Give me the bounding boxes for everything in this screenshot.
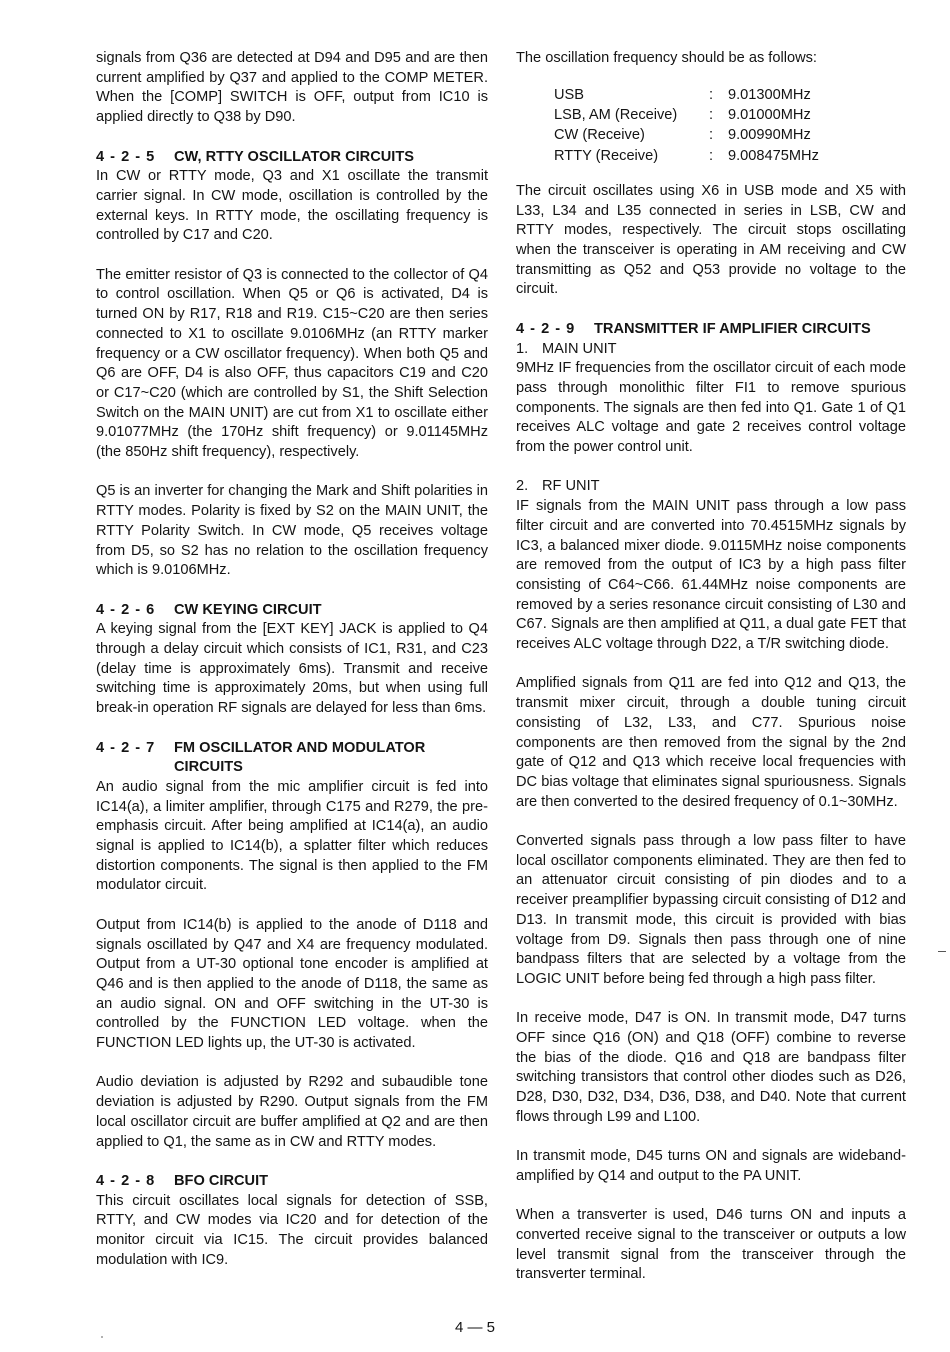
section-title bbox=[174, 739, 488, 778]
colon-cell: : bbox=[709, 86, 714, 103]
frequency-row bbox=[554, 125, 819, 145]
section-heading-4-2-5 bbox=[96, 148, 488, 168]
right-column bbox=[516, 49, 906, 1285]
paragraph: Converted signals pass through a low pass filter to have local oscillator components eliminated. They are then fed to an attenuator circuit consisting of pin diodes and to a receiver preamplifier bypassing circuit consisting of D12 and D13. In transmit mode, this circuit is provided with bias voltage from D9. Signals then pass through one of nine bandpass filters that are selected by a voltage from the LOGIC UNIT before being fed through a high pass filter. bbox=[516, 833, 906, 987]
paragraph: A keying signal from the [EXT KEY] JACK is applied to Q4 through a delay circuit which consists of IC1, R31, and C23 (delay time is approximately 6ms). Transmit and receive switching time is approximately 20ms, but when using full break-in operation RF signals are delayed for less than 6ms. bbox=[96, 621, 488, 717]
frequency-cell: 9.01300MHz bbox=[728, 86, 811, 103]
paragraph: 9MHz IF frequencies from the oscillator circuit of each mode pass through monolithic filter FI1 to remove spurious components. The signals are then fed into Q1. Gate 1 of Q1 receives ALC voltage and gate 2 receives control voltage from the power control unit. bbox=[516, 360, 906, 456]
paragraph: The emitter resistor of Q3 is connected to the collector of Q4 to control oscillation. When Q5 or Q6 is activated, D4 is turned ON by R17, R18 and R19. C15~C20 are then series connected to X1 to oscillate 9.0106MHz (an RTTY marker frequency or a CW oscillator frequency). When both Q5 and Q6 are OFF, D4 is also OFF, thus capacitors C19 and C20 or C17~C20 (which are controlled by S1, the Shift Selection Switch on the MAIN UNIT) are cut from X1 to oscillate either 9.01077MHz (the 170Hz shift frequency) or 9.01145MHz (the 850Hz shift frequency), respectively. bbox=[96, 266, 488, 461]
subsection-title: MAIN UNIT bbox=[542, 340, 617, 357]
scan-edge-mark bbox=[938, 951, 946, 952]
frequency-cell: 9.01000MHz bbox=[728, 107, 811, 123]
subsection-heading-rf-unit bbox=[516, 477, 906, 497]
page-number: 4 — 5 bbox=[454, 1319, 496, 1336]
frequency-cell: 9.00990MHz bbox=[728, 127, 811, 144]
paragraph: An audio signal from the mic amplifier circuit is fed into IC14(a), a limiter amplifier, through C175 and R279, the pre-emphasis circuit. After being amplified at IC14(a), an audio signal is applied to IC14(b), a splatter filter which reduces distortion components. The signal is then applied to the FM modulator circuit. bbox=[96, 778, 488, 894]
section-number: 4 - 2 - 7 bbox=[96, 739, 156, 756]
section-title-line: CIRCUITS bbox=[174, 759, 243, 776]
section-number: 4 - 2 - 6 bbox=[96, 601, 156, 618]
paragraph: The oscillation frequency should be as follows: bbox=[516, 50, 817, 66]
section-number: 4 - 2 - 8 bbox=[96, 1172, 156, 1189]
mode-cell: CW (Receive) bbox=[554, 127, 645, 144]
subsection-heading-main-unit bbox=[516, 340, 906, 360]
paragraph: This circuit oscillates local signals for detection of SSB, RTTY, and CW modes via IC20 and for detection of the monitor circuit via IC15. The circuit provides balanced modulation with IC9. bbox=[96, 1192, 488, 1268]
colon-cell: : bbox=[709, 127, 714, 144]
frequency-row bbox=[554, 146, 819, 166]
mode-cell: LSB, AM (Receive) bbox=[554, 107, 678, 123]
mode-cell: USB bbox=[554, 86, 585, 103]
paragraph: When a transverter is used, D46 turns ON and inputs a converted receive signal to the transceiver or outputs a low level transmit signal from the transceiver through the transverter terminal. bbox=[516, 1207, 906, 1283]
paragraph: The circuit oscillates using X6 in USB mode and X5 with L33, L34 and L35 connected in series in LSB, CW and RTTY modes, respectively. The circuit stops oscillating when the transceiver is operating in AM receiving and CW transmitting as Q52 and Q53 provide no voltage to the circuit. bbox=[516, 182, 906, 298]
paragraph: In transmit mode, D45 turns ON and signals are wideband-amplified by Q14 and output to the PA UNIT. bbox=[516, 1148, 906, 1184]
mode-cell: RTTY (Receive) bbox=[554, 147, 659, 164]
paragraph: In CW or RTTY mode, Q3 and X1 oscillate the transmit carrier signal. In CW mode, oscillation is controlled by the external keys. In RTTY mode, the oscillating frequency is controlled by C17 and C20. bbox=[96, 168, 488, 244]
subsection-number: 2. bbox=[516, 478, 529, 495]
colon-cell: : bbox=[709, 147, 714, 164]
frequency-cell: 9.008475MHz bbox=[728, 147, 819, 164]
paragraph: Amplified signals from Q11 are fed into Q12 and Q13, the transmit mixer circuit, through a double tuning circuit consisting of L32, L33, and C77. Spurious noise components are then removed from the signal by the 2nd gate of Q12 and Q13 which receive local frequencies with DC bias voltage that eliminates signal spuriousness. Signals are then converted to the desired frequency of 0.1~30MHz. bbox=[516, 675, 906, 810]
paragraph: Q5 is an inverter for changing the Mark and Shift polarities in RTTY modes. Polarity is fixed by S2 on the MAIN UNIT, the RTTY Polarity Switch. In CW mode, Q5 receives voltage from D5, so S2 has no relation to the oscillation frequency which is 9.0106MHz. bbox=[96, 483, 488, 579]
subsection-title: RF UNIT bbox=[542, 478, 600, 495]
paragraph: IF signals from the MAIN UNIT pass through a low pass filter circuit and are converted into 70.4515MHz signals by IC3, a balanced mixer diode. 9.0115MHz noise components are removed from the output of IC3 by a high pass filter consisting of C64~C66. 61.44MHz noise components are removed by a series resonance circuit consisting of L30 and C67. Signals are then amplified at Q11, a dual gate FET that receives ALC voltage through D22, a T/R switching diode. bbox=[516, 498, 906, 653]
section-title: CW KEYING CIRCUIT bbox=[174, 601, 322, 618]
section-title-line: FM OSCILLATOR AND MODULATOR bbox=[174, 739, 426, 756]
section-heading-4-2-7 bbox=[96, 739, 488, 778]
left-column bbox=[96, 49, 488, 1270]
section-title: BFO CIRCUIT bbox=[174, 1172, 269, 1189]
paragraph: In receive mode, D47 is ON. In transmit mode, D47 turns OFF since Q16 (ON) and Q18 (OFF) combine to reverse the bias of the diode. Q16 and Q18 are bandpass filter switching transistors that control other diodes such as D26, D28, D30, D32, D34, D36, D38, and D40. Note that current flows through L99 and L100. bbox=[516, 1010, 906, 1125]
section-number: 4 - 2 - 9 bbox=[516, 320, 576, 337]
paragraph: Output from IC14(b) is applied to the anode of D118 and signals oscillated by Q47 and X4 are frequency modulated. Output from a UT-30 optional tone encoder is amplified at Q46 and is then applied to the anode of D118, the same as an audio signal. ON and OFF switching in the UT-30 is controlled by the FUNCTION LED voltage. when the FUNCTION LED lights up, the UT-30 is activated. bbox=[96, 916, 488, 1052]
paragraph: Audio deviation is adjusted by R292 and subaudible tone deviation is adjusted by R290. Output signals from the FM local oscillator circuit are buffer amplified at Q2 and are then applied to Q1, the same as in CW and RTTY modes. bbox=[96, 1074, 488, 1150]
frequency-row bbox=[554, 85, 819, 105]
section-heading-4-2-9 bbox=[516, 320, 906, 340]
oscillation-frequency-table bbox=[554, 85, 819, 166]
section-heading-4-2-8 bbox=[96, 1172, 488, 1192]
colon-cell: : bbox=[709, 107, 714, 123]
section-heading-4-2-6 bbox=[96, 601, 488, 621]
frequency-row bbox=[554, 105, 819, 125]
section-title: TRANSMITTER IF AMPLIFIER CIRCUITS bbox=[594, 320, 871, 337]
paragraph: signals from Q36 are detected at D94 and D95 and are then current amplified by Q37 and applied to the COMP METER. When the [COMP] SWITCH is OFF, output from IC10 is applied directly to Q38 by D90. bbox=[96, 50, 488, 126]
section-number: 4 - 2 - 5 bbox=[96, 148, 156, 165]
section-title: CW, RTTY OSCILLATOR CIRCUITS bbox=[174, 148, 414, 165]
subsection-number: 1. bbox=[516, 340, 529, 357]
